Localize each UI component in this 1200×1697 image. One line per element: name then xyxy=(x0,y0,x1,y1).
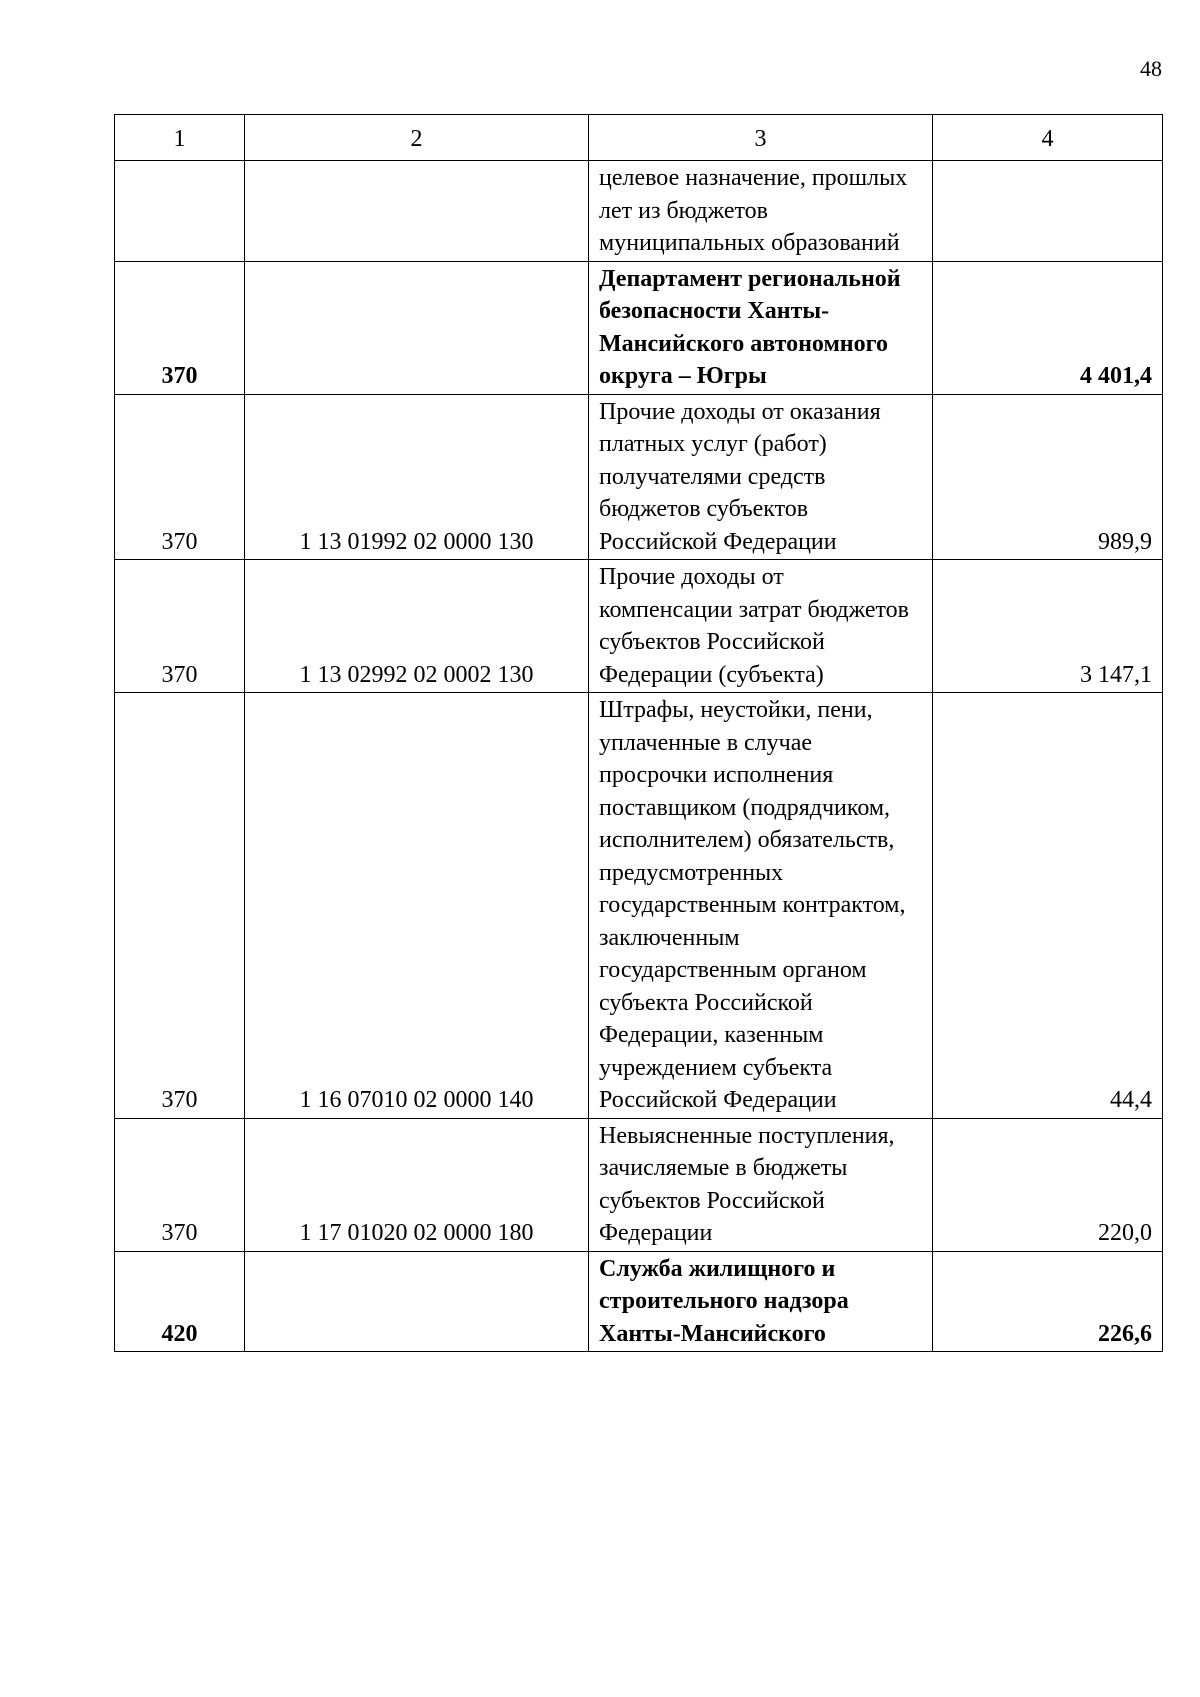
revenue-name-cell: Прочие доходы от оказания платных услуг (работ) получателями средств бюджетов субъектов Российской Федерации xyxy=(589,394,933,560)
revenue-table xyxy=(114,114,1163,1352)
table-row xyxy=(115,1118,1163,1251)
table-row xyxy=(115,560,1163,693)
amount-cell: 44,4 xyxy=(933,693,1163,1119)
kbk-code-cell xyxy=(245,161,589,262)
table-row xyxy=(115,394,1163,560)
kbk-code-cell xyxy=(245,261,589,394)
table-row xyxy=(115,161,1163,262)
amount-cell: 220,0 xyxy=(933,1118,1163,1251)
table-row xyxy=(115,693,1163,1119)
table-row xyxy=(115,1251,1163,1352)
revenue-name-cell: Невыясненные поступления, зачисляемые в бюджеты субъектов Российской Федерации xyxy=(589,1118,933,1251)
kbk-code-cell: 1 17 01020 02 0000 180 xyxy=(245,1118,589,1251)
revenue-name-cell: Штрафы, неустойки, пени, уплаченные в случае просрочки исполнения поставщиком (подрядчиком, исполнителем) обязательств, предусмотренных государственным контрактом, заключенным государственным органом субъекта Российской Федерации, казенным учреждением субъекта Российской Федерации xyxy=(589,693,933,1119)
admin-code-cell: 370 xyxy=(115,1118,245,1251)
revenue-name-cell: Служба жилищного и строительного надзора Ханты-Мансийского xyxy=(589,1251,933,1352)
admin-code-cell: 420 xyxy=(115,1251,245,1352)
kbk-code-cell xyxy=(245,1251,589,1352)
revenue-name-cell: целевое назначение, прошлых лет из бюджетов муниципальных образований xyxy=(589,161,933,262)
column-header-2: 2 xyxy=(245,115,589,161)
column-header-4: 4 xyxy=(933,115,1163,161)
admin-code-cell xyxy=(115,161,245,262)
amount-cell xyxy=(933,161,1163,262)
amount-cell: 4 401,4 xyxy=(933,261,1163,394)
table-header-row xyxy=(115,115,1163,161)
kbk-code-cell: 1 13 02992 02 0002 130 xyxy=(245,560,589,693)
amount-cell: 226,6 xyxy=(933,1251,1163,1352)
kbk-code-cell: 1 13 01992 02 0000 130 xyxy=(245,394,589,560)
kbk-code-cell: 1 16 07010 02 0000 140 xyxy=(245,693,589,1119)
admin-code-cell: 370 xyxy=(115,261,245,394)
admin-code-cell: 370 xyxy=(115,394,245,560)
revenue-name-cell: Прочие доходы от компенсации затрат бюджетов субъектов Российской Федерации (субъекта) xyxy=(589,560,933,693)
table-row xyxy=(115,261,1163,394)
admin-code-cell: 370 xyxy=(115,560,245,693)
revenue-name-cell: Департамент региональной безопасности Ханты-Мансийского автономного округа – Югры xyxy=(589,261,933,394)
column-header-3: 3 xyxy=(589,115,933,161)
page-number: 48 xyxy=(1140,56,1162,81)
column-header-1: 1 xyxy=(115,115,245,161)
amount-cell: 989,9 xyxy=(933,394,1163,560)
admin-code-cell: 370 xyxy=(115,693,245,1119)
amount-cell: 3 147,1 xyxy=(933,560,1163,693)
